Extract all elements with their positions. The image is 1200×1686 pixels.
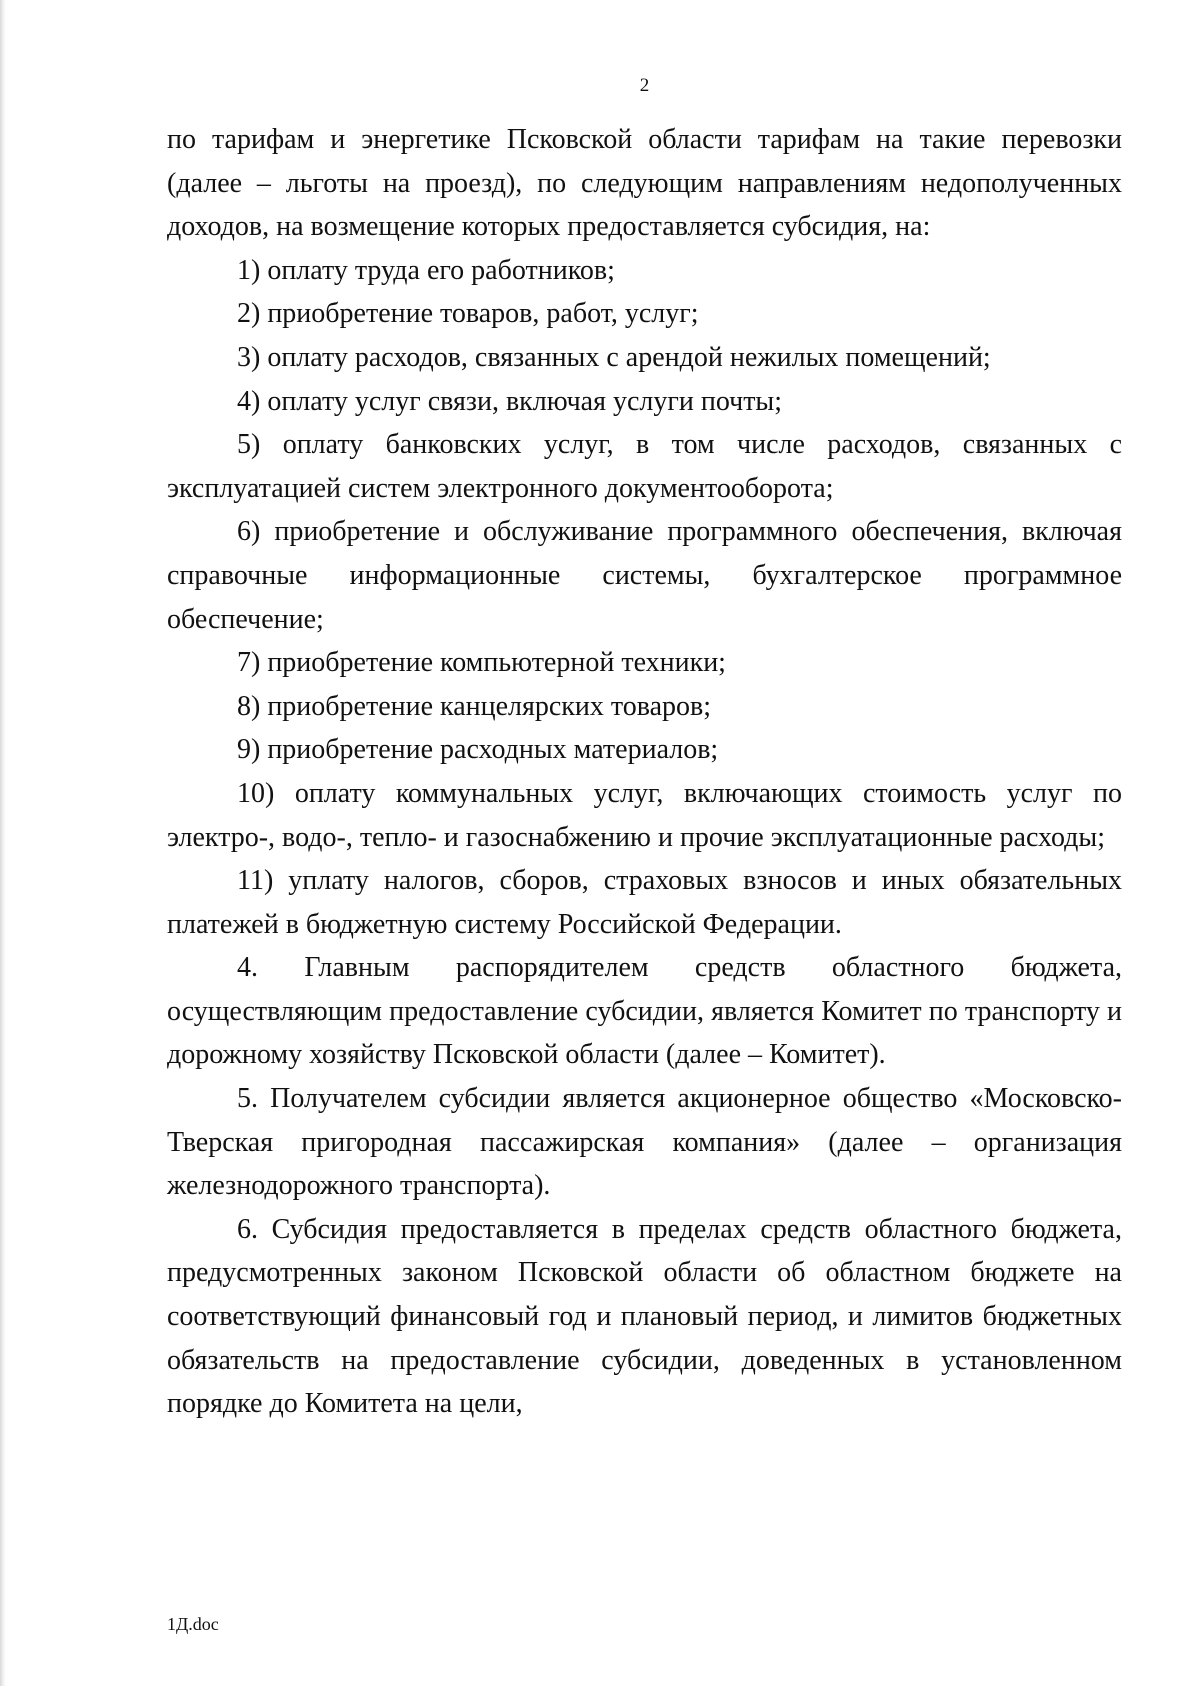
list-item-6: 6) приобретение и обслуживание программного обеспечения, включая справочные информационные системы, бухгалтерское программное обеспечение; bbox=[167, 516, 1122, 635]
list-item-2: 2) приобретение товаров, работ, услуг; bbox=[237, 298, 699, 330]
document-body bbox=[167, 118, 1122, 1426]
clause-6: 6. Субсидия предоставляется в пределах средств областного бюджета, предусмотренных законом Псковской области об областном бюджете на соответствующий финансовый год и плановый период, и лимитов бюджетных обязательств на предоставление субсидии, доведенных в установленном порядке до Комитета на цели, bbox=[167, 1213, 1122, 1420]
page-number: 2 bbox=[639, 75, 650, 96]
list-item-8: 8) приобретение канцелярских товаров; bbox=[237, 690, 712, 722]
footer-filename: 1Д.doc bbox=[167, 1614, 219, 1634]
list-item-4: 4) оплату услуг связи, включая услуги почты; bbox=[237, 385, 783, 417]
list-item-11: 11) уплату налогов, сборов, страховых взносов и иных обязательных платежей в бюджетную систему Российской Федерации. bbox=[167, 865, 1122, 940]
list-item-7: 7) приобретение компьютерной техники; bbox=[237, 647, 726, 679]
scan-edge-shadow bbox=[0, 0, 6, 1686]
list-item-10: 10) оплату коммунальных услуг, включающих стоимость услуг по электро-, водо-, тепло- и газоснабжению и прочие эксплуатационные расходы; bbox=[167, 777, 1122, 853]
clause-4: 4. Главным распорядителем средств областного бюджета, осуществляющим предоставление субсидии, является Комитет по транспорту и дорожному хозяйству Псковской области (далее – Комитет). bbox=[167, 952, 1122, 1071]
list-item-3: 3) оплату расходов, связанных с арендой нежилых помещений; bbox=[237, 341, 991, 373]
clause-5: 5. Получателем субсидии является акционерное общество «Московско-Тверская пригородная пассажирская компания» (далее – организация железнодорожного транспорта). bbox=[167, 1083, 1122, 1202]
list-item-1: 1) оплату труда его работников; bbox=[237, 254, 615, 286]
list-item-9: 9) приобретение расходных материалов; bbox=[237, 734, 719, 766]
paragraph-continuation: по тарифам и энергетике Псковской области тарифам на такие перевозки (далее – льготы на проезд), по следующим направлениям недополученных доходов, на возмещение которых предоставляется субсидия, на: bbox=[167, 124, 1122, 243]
list-item-5: 5) оплату банковских услуг, в том числе расходов, связанных с эксплуатацией систем электронного документооборота; bbox=[167, 429, 1122, 504]
